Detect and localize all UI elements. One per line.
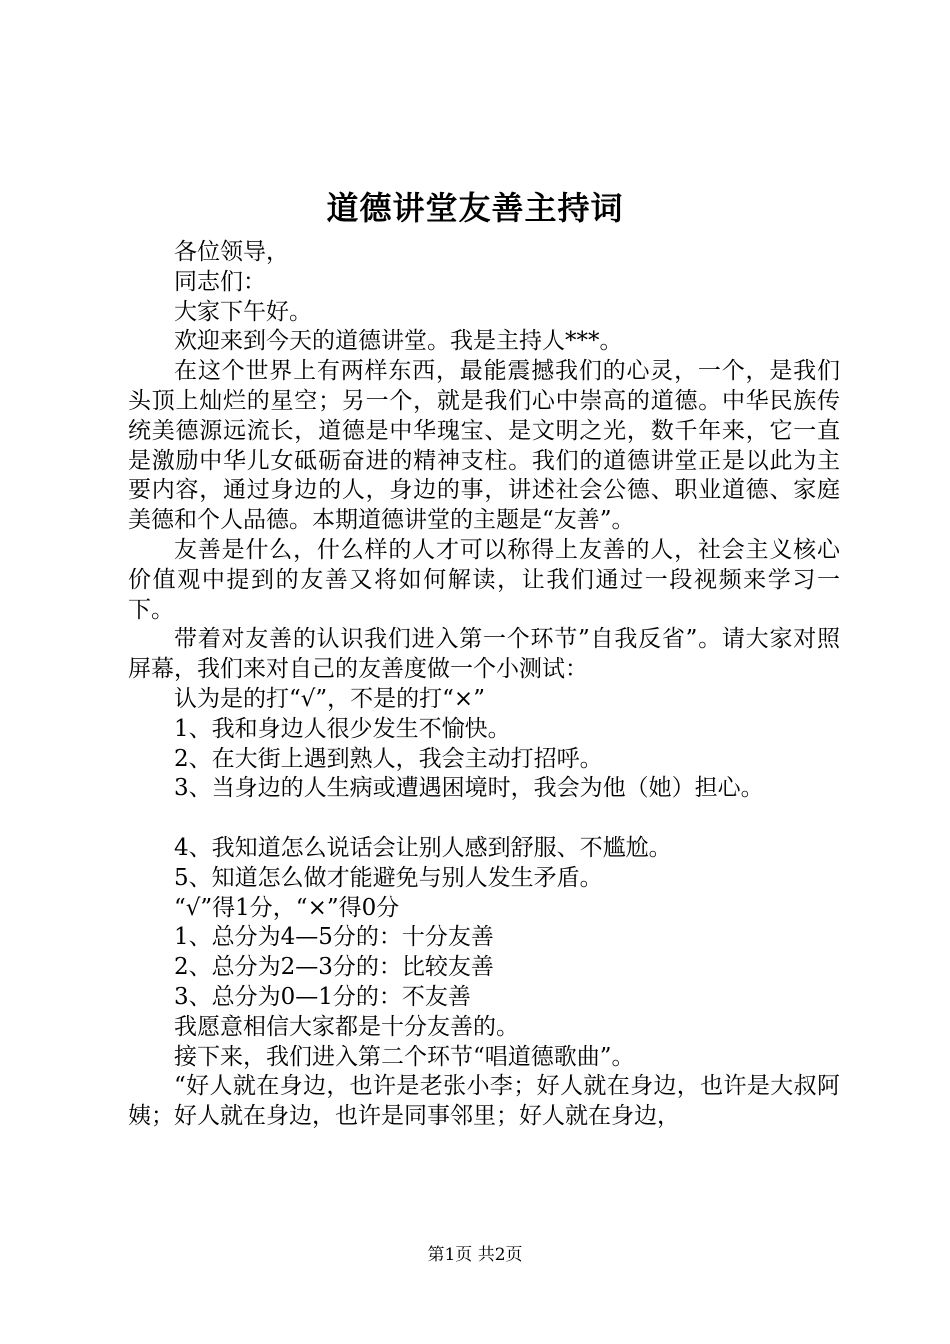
document-body xyxy=(128,238,840,1132)
paragraph: 我愿意相信大家都是十分友善的。 xyxy=(174,1013,519,1040)
paragraph: 接下来，我们进入第二个环节“唱道德歌曲”。 xyxy=(174,1043,635,1070)
list-item: 2、在大街上遇到熟人，我会主动打招呼。 xyxy=(174,745,603,772)
list-item: 3、总分为0—1分的：不友善 xyxy=(174,983,471,1010)
paragraph: 同志们： xyxy=(174,268,266,295)
list-item: 5、知道怎么做才能避免与别人发生矛盾。 xyxy=(174,864,603,891)
list-item: 2、总分为2—3分的：比较友善 xyxy=(174,954,494,981)
list-item: 1、总分为4—5分的：十分友善 xyxy=(174,924,494,951)
paragraph: 认为是的打“√”，不是的打“×” xyxy=(174,685,485,712)
paragraph: 大家下午好。 xyxy=(174,298,312,325)
document-title: 道德讲堂友善主持词 xyxy=(326,189,624,227)
paragraph: “√”得1分，“×”得0分 xyxy=(174,894,400,921)
paragraph: 友善是什么，什么样的人才可以称得上友善的人，社会主义核心价值观中提到的友善又将如何解读，让我们通过一段视频来学习一下。 xyxy=(128,536,840,623)
paragraph: 各位领导， xyxy=(174,239,289,265)
list-item: 3、当身边的人生病或遭遇困境时，我会为他（她）担心。 xyxy=(174,775,764,802)
blank-line xyxy=(128,804,840,834)
paragraph: 在这个世界上有两样东西，最能震撼我们的心灵，一个，是我们头顶上灿烂的星空；另一个，就是我们心中崇高的道德。中华民族传统美德源远流长，道德是中华瑰宝、是文明之光，数千年来，它一直是激励中华儿女砥砺奋进的精神支柱。我们的道德讲堂正是以此为主要内容，通过身边的人，身边的事，讲述社会公德、职业道德、家庭美德和个人品德。本期道德讲堂的主题是“友善”。 xyxy=(128,358,840,534)
paragraph: 带着对友善的认识我们进入第一个环节”自我反省”。请大家对照屏幕，我们来对自己的友善度做一个小测试： xyxy=(128,626,840,683)
list-item: 1、我和身边人很少发生不愉快。 xyxy=(174,715,511,742)
paragraph: “好人就在身边，也许是老张小李；好人就在身边，也许是大叔阿姨；好人就在身边，也许是同事邻里；好人就在身边， xyxy=(128,1073,840,1130)
page-footer: 第1页 共2页 xyxy=(427,1245,523,1265)
list-item: 4、我知道怎么说话会让别人感到舒服、不尴尬。 xyxy=(174,834,672,861)
paragraph: 欢迎来到今天的道德讲堂。我是主持人***。 xyxy=(174,328,623,355)
